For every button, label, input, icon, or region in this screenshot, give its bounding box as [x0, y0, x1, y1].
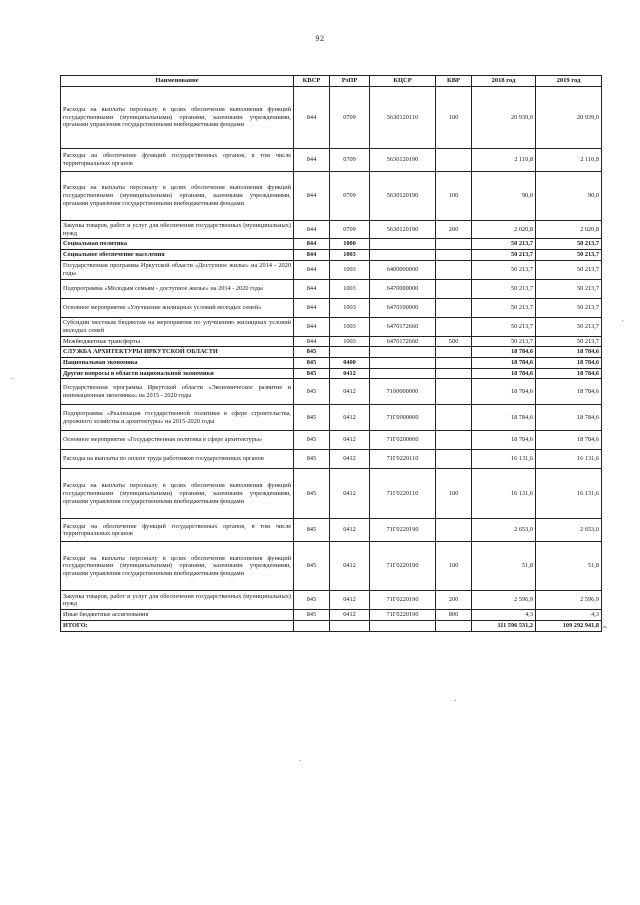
cell-name: Межбюджетные трансферты — [61, 336, 294, 347]
header-name: Наименование — [61, 76, 294, 87]
cell-2019: 50 213,7 — [536, 239, 602, 250]
cell-kcsr — [370, 347, 436, 358]
header-2019: 2019 год — [536, 76, 602, 87]
cell-kvr — [436, 620, 472, 631]
cell-2019: 90,0 — [536, 171, 602, 220]
cell-kvsr: 844 — [294, 220, 330, 238]
table-row — [61, 620, 602, 631]
cell-kcsr — [370, 357, 436, 368]
cell-name: Государственная программа Иркутской области «Доступное жилье» на 2014 - 2020 годы — [61, 260, 294, 279]
cell-rzpr: 0412 — [330, 368, 370, 379]
cell-kcsr: 5630120110 — [370, 86, 436, 148]
cell-2018: 2 020,8 — [472, 220, 536, 238]
cell-kvsr: 844 — [294, 249, 330, 260]
cell-rzpr: 0709 — [330, 171, 370, 220]
cell-2018: 50 213,7 — [472, 239, 536, 250]
cell-2019: 18 784,6 — [536, 379, 602, 405]
table-row — [61, 431, 602, 450]
cell-kcsr: 71Г0220190 — [370, 610, 436, 621]
cell-kvsr: 844 — [294, 279, 330, 298]
cell-kvsr: 845 — [294, 519, 330, 542]
table-row — [61, 357, 602, 368]
cell-rzpr: 0412 — [330, 405, 370, 431]
cell-kvsr: 844 — [294, 86, 330, 148]
table-body — [61, 86, 602, 631]
table-row — [61, 469, 602, 519]
cell-2018: 50 213,7 — [472, 298, 536, 317]
table-row — [61, 86, 602, 148]
cell-2019: 2 653,0 — [536, 519, 602, 542]
cell-2018: 2 596,9 — [472, 591, 536, 610]
cell-2018: 51,8 — [472, 542, 536, 591]
cell-rzpr: 0709 — [330, 86, 370, 148]
cell-rzpr: 1003 — [330, 298, 370, 317]
cell-kvr — [436, 405, 472, 431]
header-rzpr: РзПР — [330, 76, 370, 87]
cell-kvsr — [294, 620, 330, 631]
cell-rzpr: 1003 — [330, 249, 370, 260]
cell-kcsr: 71Г0220110 — [370, 469, 436, 519]
cell-2019: 50 213,7 — [536, 298, 602, 317]
cell-name: Социальная политика — [61, 239, 294, 250]
cell-2018: 50 213,7 — [472, 317, 536, 336]
cell-kvsr: 845 — [294, 610, 330, 621]
cell-name: Закупка товаров, работ и услуг для обеспечения государственных (муниципальных) нужд — [61, 220, 294, 238]
cell-name: Другие вопросы в области национальной экономики — [61, 368, 294, 379]
table-row — [61, 298, 602, 317]
cell-rzpr: 1003 — [330, 279, 370, 298]
cell-rzpr: 1000 — [330, 239, 370, 250]
cell-rzpr: 1003 — [330, 336, 370, 347]
cell-kvr — [436, 279, 472, 298]
cell-kcsr: 71Г0200000 — [370, 431, 436, 450]
cell-name: Расходы на выплаты по оплате труда работников государственных органов — [61, 450, 294, 469]
cell-name: СЛУЖБА АРХИТЕКТУРЫ ИРКУТСКОЙ ОБЛАСТИ — [61, 347, 294, 358]
cell-kvsr: 845 — [294, 469, 330, 519]
cell-kcsr: 71Г0000000 — [370, 405, 436, 431]
cell-kvsr: 844 — [294, 148, 330, 171]
cell-2018: 50 213,7 — [472, 279, 536, 298]
cell-2018: 18 784,6 — [472, 368, 536, 379]
cell-name: Подпрограмма «Реализация государственной политики в сфере строительства, дорожного хозяйства и архитектуры» на 2015-2020 годы — [61, 405, 294, 431]
table-row — [61, 171, 602, 220]
table-row — [61, 336, 602, 347]
cell-kvsr: 844 — [294, 260, 330, 279]
cell-2019: 50 213,7 — [536, 279, 602, 298]
cell-kvr — [436, 357, 472, 368]
cell-2019: 16 131,6 — [536, 450, 602, 469]
cell-2018: 2 653,0 — [472, 519, 536, 542]
table-row — [61, 317, 602, 336]
cell-2019: 2 110,8 — [536, 148, 602, 171]
cell-kvsr: 844 — [294, 336, 330, 347]
table-row — [61, 591, 602, 610]
cell-name: Иные бюджетные ассигнования — [61, 610, 294, 621]
cell-name: Государственная программа Иркутской области «Экономическое развитие и инновационная экономика» на 2015 - 2020 годы — [61, 379, 294, 405]
cell-2019: 50 213,7 — [536, 317, 602, 336]
cell-name: Социальное обеспечение населения — [61, 249, 294, 260]
cell-2019: 51,8 — [536, 542, 602, 591]
cell-2019: 18 784,6 — [536, 431, 602, 450]
cell-kvsr: 845 — [294, 542, 330, 591]
cell-2018: 50 213,7 — [472, 260, 536, 279]
cell-kvsr: 844 — [294, 239, 330, 250]
cell-kcsr: 71Г0220190 — [370, 591, 436, 610]
cell-kvsr: 845 — [294, 368, 330, 379]
page-number: 92 — [315, 34, 325, 43]
cell-kcsr — [370, 620, 436, 631]
cell-kcsr — [370, 368, 436, 379]
table-row — [61, 542, 602, 591]
cell-rzpr: 0412 — [330, 450, 370, 469]
cell-rzpr: 0709 — [330, 220, 370, 238]
table-row — [61, 405, 602, 431]
scan-speck — [455, 700, 456, 701]
cell-2018: 2 110,8 — [472, 148, 536, 171]
cell-rzpr: 0412 — [330, 379, 370, 405]
cell-kvsr: 844 — [294, 317, 330, 336]
cell-kvr — [436, 347, 472, 358]
header-2018: 2018 год — [472, 76, 536, 87]
table-header-row — [61, 76, 602, 87]
cell-2018: 50 213,7 — [472, 336, 536, 347]
cell-rzpr — [330, 347, 370, 358]
table-row — [61, 279, 602, 298]
cell-name: Расходы на выплаты персоналу в целях обеспечения выполнения функций государственными (муниципальными) органами, казенными учреждениями, органами управления государственными внебюджетными фондами — [61, 86, 294, 148]
cell-kcsr: 6400000000 — [370, 260, 436, 279]
cell-2019: 4,3 — [536, 610, 602, 621]
cell-2018: 18 784,6 — [472, 379, 536, 405]
cell-kvr: 500 — [436, 336, 472, 347]
cell-2018: 111 596 531,2 — [472, 620, 536, 631]
table-row — [61, 450, 602, 469]
cell-2018: 16 131,6 — [472, 469, 536, 519]
cell-name: Расходы на выплаты персоналу в целях обеспечения выполнения функций государственными (муниципальными) органами, казенными учреждениями, органами управления государственными внебюджетными фондами — [61, 469, 294, 519]
cell-2019: 2 020,8 — [536, 220, 602, 238]
header-kvr: КВР — [436, 76, 472, 87]
cell-name: Расходы на выплаты персоналу в целях обеспечения выполнения функций государственными (муниципальными) органами, казенными учреждениями, органами управления государственными внебюджетными фондами — [61, 171, 294, 220]
cell-name: Расходы на выплаты персоналу в целях обеспечения выполнения функций государственными (муниципальными) органами, казенными учреждениями, органами управления государственными внебюджетными фондами — [61, 542, 294, 591]
cell-kvsr: 845 — [294, 379, 330, 405]
cell-kvr — [436, 239, 472, 250]
cell-kvr — [436, 431, 472, 450]
cell-2019: 50 213,7 — [536, 249, 602, 260]
cell-kvr: 200 — [436, 591, 472, 610]
header-kcsr: КЦСР — [370, 76, 436, 87]
cell-2019: 18 784,6 — [536, 357, 602, 368]
cell-kcsr: 5630120190 — [370, 220, 436, 238]
cell-2018: 18 784,6 — [472, 357, 536, 368]
cell-kcsr: 5630120190 — [370, 148, 436, 171]
cell-rzpr: 0400 — [330, 357, 370, 368]
table-row — [61, 379, 602, 405]
cell-kvr — [436, 249, 472, 260]
cell-rzpr: 0412 — [330, 591, 370, 610]
cell-kvr: 200 — [436, 220, 472, 238]
cell-2018: 18 784,6 — [472, 431, 536, 450]
cell-kvsr: 845 — [294, 591, 330, 610]
cell-name: Расходы на обеспечение функций государственных органов, в том числе территориальных органов — [61, 148, 294, 171]
cell-kvr: 100 — [436, 86, 472, 148]
cell-kvr — [436, 379, 472, 405]
cell-kvr — [436, 148, 472, 171]
cell-rzpr: 0412 — [330, 469, 370, 519]
cell-name: Национальная экономика — [61, 357, 294, 368]
cell-kcsr — [370, 239, 436, 250]
cell-2019: 50 213,7 — [536, 260, 602, 279]
cell-kcsr: 6470172660 — [370, 336, 436, 347]
cell-kvsr: 845 — [294, 450, 330, 469]
table-row — [61, 249, 602, 260]
cell-2018: 50 213,7 — [472, 249, 536, 260]
header-kvsr: КВСР — [294, 76, 330, 87]
closing-quote-mark: ». — [603, 624, 608, 630]
cell-kvr — [436, 298, 472, 317]
cell-rzpr — [330, 620, 370, 631]
cell-kvr — [436, 317, 472, 336]
cell-rzpr: 0412 — [330, 431, 370, 450]
cell-kcsr: 7100000000 — [370, 379, 436, 405]
cell-2018: 4,3 — [472, 610, 536, 621]
cell-kcsr: 71Г0220110 — [370, 450, 436, 469]
cell-kcsr: 71Г0220190 — [370, 519, 436, 542]
cell-2018: 16 131,6 — [472, 450, 536, 469]
scan-speck — [300, 760, 301, 761]
cell-name: Расходы на обеспечение функций государственных органов, в том числе территориальных органов — [61, 519, 294, 542]
cell-name: Основное мероприятие «Улучшение жилищных условий молодых семей» — [61, 298, 294, 317]
cell-2018: 18 784,6 — [472, 405, 536, 431]
cell-kvr — [436, 368, 472, 379]
cell-kvsr: 845 — [294, 405, 330, 431]
cell-2019: 18 784,6 — [536, 405, 602, 431]
cell-kcsr: 6470172660 — [370, 317, 436, 336]
cell-name: Закупка товаров, работ и услуг для обеспечения государственных (муниципальных) нужд — [61, 591, 294, 610]
cell-name: Подпрограмма «Молодым семьям - доступное жилье» на 2014 - 2020 годы — [61, 279, 294, 298]
cell-2018: 18 784,6 — [472, 347, 536, 358]
cell-kcsr: 6470000000 — [370, 279, 436, 298]
cell-kvsr: 844 — [294, 171, 330, 220]
cell-kcsr: 6470100000 — [370, 298, 436, 317]
cell-kcsr: 71Г0220190 — [370, 542, 436, 591]
cell-kvsr: 845 — [294, 431, 330, 450]
cell-kvr — [436, 260, 472, 279]
budget-table — [60, 75, 602, 632]
cell-rzpr: 0412 — [330, 542, 370, 591]
cell-2019: 16 131,6 — [536, 469, 602, 519]
table-row — [61, 260, 602, 279]
cell-rzpr: 0412 — [330, 610, 370, 621]
cell-kvsr: 844 — [294, 298, 330, 317]
cell-2018: 20 939,0 — [472, 86, 536, 148]
table-row — [61, 220, 602, 238]
cell-kvr — [436, 519, 472, 542]
table-row — [61, 239, 602, 250]
cell-kvr: 100 — [436, 469, 472, 519]
table-row — [61, 519, 602, 542]
cell-kvsr: 845 — [294, 347, 330, 358]
cell-2019: 109 292 941,8 — [536, 620, 602, 631]
cell-kvr: 800 — [436, 610, 472, 621]
cell-kvr — [436, 450, 472, 469]
cell-2019: 20 939,0 — [536, 86, 602, 148]
cell-kvsr: 845 — [294, 357, 330, 368]
cell-kcsr: 5630120190 — [370, 171, 436, 220]
cell-name: ИТОГО: — [61, 620, 294, 631]
cell-2018: 90,0 — [472, 171, 536, 220]
cell-name: Субсидии местным бюджетам на мероприятия по улучшению жилищных условий молодых семей — [61, 317, 294, 336]
cell-name: Основное мероприятие «Государственная политика в сфере архитектуры» — [61, 431, 294, 450]
cell-2019: 50 213,7 — [536, 336, 602, 347]
table-row — [61, 347, 602, 358]
cell-rzpr: 0709 — [330, 148, 370, 171]
table-row — [61, 610, 602, 621]
table-row — [61, 148, 602, 171]
cell-rzpr: 1003 — [330, 260, 370, 279]
cell-kcsr — [370, 249, 436, 260]
cell-2019: 18 784,6 — [536, 368, 602, 379]
table-row — [61, 368, 602, 379]
cell-kvr: 100 — [436, 542, 472, 591]
cell-rzpr: 0412 — [330, 519, 370, 542]
cell-kvr: 100 — [436, 171, 472, 220]
scan-speck — [622, 320, 623, 321]
cell-2019: 2 596,9 — [536, 591, 602, 610]
cell-2019: 18 784,6 — [536, 347, 602, 358]
cell-rzpr: 1003 — [330, 317, 370, 336]
scan-speck — [12, 378, 13, 379]
